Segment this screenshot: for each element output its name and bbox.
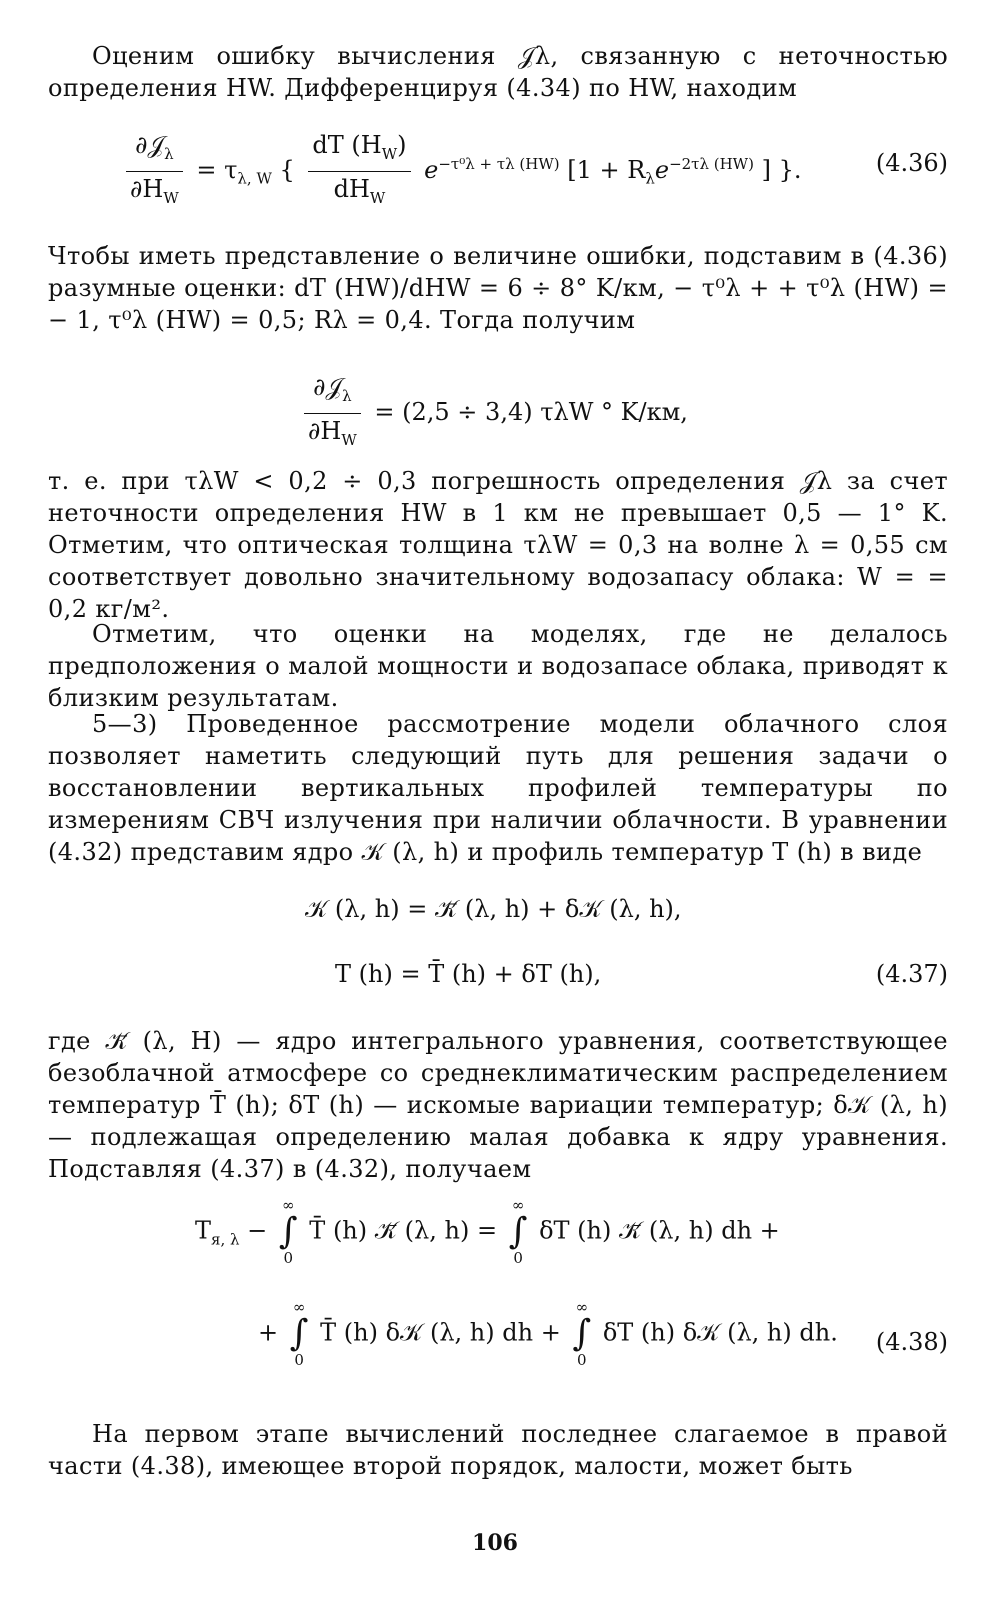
equation-number-4-36: (4.36) (875, 149, 948, 177)
equation-estimate-rhs: = (2,5 ÷ 3,4) τλW ° K/км, (374, 397, 688, 426)
page-number: 106 (472, 1530, 518, 1556)
equation-estimate: $\frac{\partial 𝒥_\lambda}{\partial H_W}$ = (2,5 ÷ 3,4) τλW ° K/км, (298, 370, 688, 457)
paragraph-2: Чтобы иметь представление о величине ошибки, подставим в (4.36) разумные оценки: dT (HW)/dHW = 6 ÷ 8° K/км, − τ⁰λ + + τ⁰λ (HW) = − 1, τ⁰λ (HW) = 0,5; Rλ = 0,4. Тогда получим (48, 242, 948, 334)
integral-sign: ∞ ∫ 0 (278, 1196, 298, 1267)
equation-4-37-line-1: 𝒦 (λ, h) = 𝒦̄ (λ, h) + δ𝒦 (λ, h), (305, 895, 682, 923)
integral-sign: ∞ ∫ 0 (508, 1196, 528, 1267)
paragraph-4: Отметим, что оценки на моделях, где не делалось предположения о малой мощности и водозапасе облака, приводят к близким результатам. (48, 620, 948, 712)
paragraph-3: т. е. при τλW < 0,2 ÷ 0,3 погрешность определения 𝒥λ за счет неточности определения HW в 1 км не превышает 0,5 — 1° K. Отметим, что оптическая толщина τλW = 0,3 на волне λ = 0,55 см соответствует довольно значительному водозапасу облака: W = = 0,2 кг/м². (48, 467, 948, 623)
paragraph-5: 5—3) Проведенное рассмотрение модели облачного слоя позволяет наметить следующий путь для решения задачи о восстановлении вертикальных профилей температуры по измерениям СВЧ излучения при наличии облачности. В уравнении (4.32) представим ядро 𝒦 (λ, h) и профиль температур T (h) в виде (48, 710, 948, 866)
paragraph-1: Оценим ошибку вычисления 𝒥λ, связанную с неточностью определения HW. Дифференцируя (4.34) по HW, находим (48, 42, 948, 102)
equation-4-38-line-1: $T_{я, \lambda}$ − ∞ ∫ 0 T̄ (h) 𝒦̄ (λ, h) = ∞ ∫ 0 δT (h) 𝒦̄ (λ, h) dh + (195, 1196, 780, 1267)
equation-4-38-line-2: + ∞ ∫ 0 T̄ (h) δ𝒦 (λ, h) dh + ∞ ∫ 0 δT (h) δ𝒦 (λ, h) dh. (258, 1298, 838, 1369)
paragraph-6: где 𝒦̄ (λ, H) — ядро интегрального уравнения, соответствующее безоблачной атмосфере со среднеклиматическим распределением температур T̄ (h); δT (h) — искомые вариации температур; δ𝒦 (λ, h) — подлежащая определению малая добавка к ядру уравнения. Подставляя (4.37) в (4.32), получаем (48, 1027, 948, 1183)
paragraph-7: На первом этапе вычислений последнее слагаемое в правой части (4.38), имеющее второй порядок, малости, может быть (48, 1420, 948, 1480)
integral-sign: ∞ ∫ 0 (572, 1298, 592, 1369)
equation-4-36: $\frac{\partial 𝒥_\lambda}{\partial H_W}$ = $\tau_{\lambda, W}$ { $\frac{dT (H_W)}{dH_W}$ $e^{-\tau^0\lambda + \tau\lambda (HW)}$ [$1 + R_\lambda e^{-2\tau\lambda (HW)}$ ] }. (120, 128, 801, 215)
equation-number-4-37: (4.37) (875, 960, 948, 988)
integral-sign: ∞ ∫ 0 (289, 1298, 309, 1369)
equation-number-4-38: (4.38) (875, 1328, 948, 1356)
equation-4-37-line-2: T (h) = T̄ (h) + δT (h), (335, 960, 602, 988)
